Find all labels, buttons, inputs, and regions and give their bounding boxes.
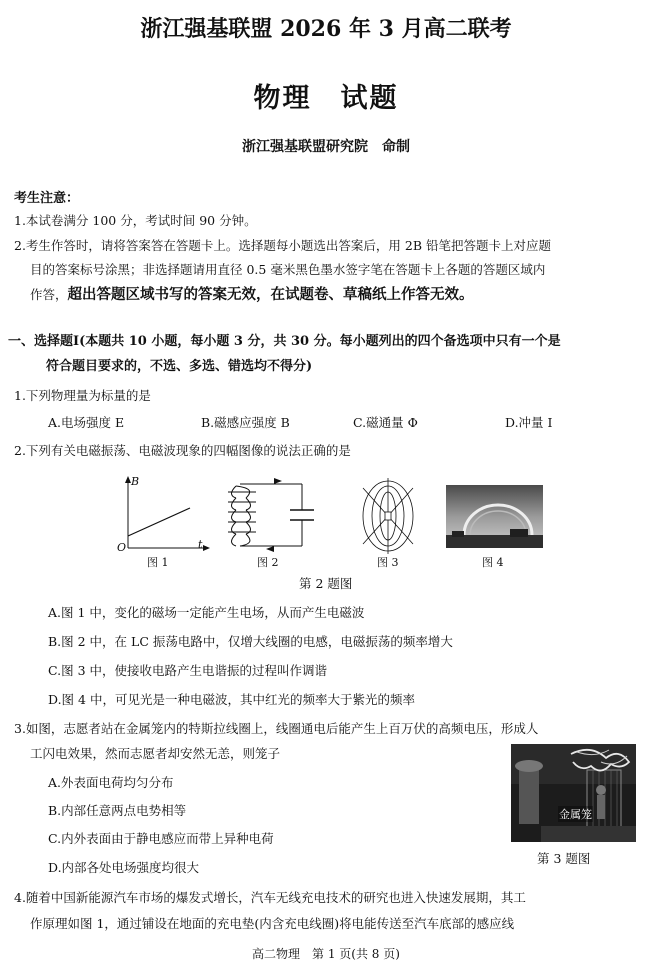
q3-option-d: D.内部各处电场强度均很大 bbox=[48, 860, 200, 875]
notice-item-2-line-3 bbox=[30, 283, 474, 304]
q2-figure-2-label: 图 2 bbox=[257, 556, 279, 569]
exam-title: 浙江强基联盟 2026 年 3 月高二联考 bbox=[140, 16, 512, 42]
notice-item-1: 1.本试卷满分 100 分，考试时间 90 分钟。 bbox=[14, 213, 257, 228]
q1-option-d: D.冲量 I bbox=[505, 415, 553, 430]
q2-option-b: B.图 2 中，在 LC 振荡电路中，仅增大线圈的电感，电磁振荡的频率增大 bbox=[48, 634, 453, 649]
q2-option-c: C.图 3 中，使接收电路产生电谐振的过程叫作调谐 bbox=[48, 663, 327, 678]
section-1-line-1: 一、选择题Ⅰ(本题共 10 小题，每小题 3 分，共 30 分。每小题列出的四个备选项中只有一个是 bbox=[8, 334, 561, 349]
page-footer: 高二物理 第 1 页(共 8 页) bbox=[252, 947, 400, 961]
notice-item-2-prefix: 作答， bbox=[30, 287, 68, 302]
q1-option-b: B.磁感应强度 B bbox=[201, 415, 290, 430]
q2-figure-1-axis-o: O bbox=[117, 541, 127, 554]
q1-option-c: C.磁通量 Φ bbox=[353, 415, 418, 430]
q3-stem-line-1: 3.如图，志愿者站在金属笼内的特斯拉线圈上，线圈通电后能产生上百万伏的高频电压，形成人 bbox=[14, 721, 539, 736]
notice-item-2-emphasis: 超出答题区域书写的答案无效，在试题卷、草稿纸上作答无效。 bbox=[67, 286, 474, 303]
q2-figure-4-label: 图 4 bbox=[482, 556, 504, 569]
exam-subject: 物理 试题 bbox=[253, 83, 399, 114]
q1-stem: 1.下列物理量为标量的是 bbox=[14, 388, 151, 403]
q2-figure-4-rainbow-photo bbox=[446, 485, 543, 548]
q2-figure-1-graph bbox=[112, 474, 212, 556]
q2-figure-1-axis-t: t bbox=[198, 538, 203, 551]
q3-option-c: C.内外表面由于静电感应而带上异种电荷 bbox=[48, 831, 274, 846]
q2-option-a: A.图 1 中，变化的磁场一定能产生电场，从而产生电磁波 bbox=[48, 605, 365, 620]
q3-option-a: A.外表面电荷均匀分布 bbox=[48, 775, 174, 790]
notice-item-2-line-1: 2.考生作答时，请将答案答在答题卡上。选择题每小题选出答案后，用 2B 铅笔把答题卡上对应题 bbox=[14, 238, 552, 253]
q2-figure-3-label: 图 3 bbox=[377, 556, 399, 569]
q4-stem-line-1: 4.随着中国新能源汽车市场的爆发式增长，汽车无线充电技术的研究也进入快速发展期，其工 bbox=[14, 890, 526, 905]
q3-tesla-coil-photo bbox=[511, 744, 636, 842]
notice-item-2-line-2: 目的答案标号涂黑；非选择题请用直径 0.5 毫米黑色墨水签字笔在答题卡上各题的答题区域内 bbox=[30, 262, 546, 277]
section-1-line-2: 符合题目要求的，不选、多选、错选均不得分) bbox=[46, 359, 313, 374]
q3-option-b: B.内部任意两点电势相等 bbox=[48, 803, 187, 818]
q4-stem-line-2: 作原理如图 1，通过铺设在地面的充电垫(内含充电线圈)将电能传送至汽车底部的感应线 bbox=[30, 916, 515, 931]
q2-figure-3-field-lines bbox=[355, 474, 421, 558]
q2-figure-caption: 第 2 题图 bbox=[299, 576, 353, 591]
q3-figure-caption: 第 3 题图 bbox=[537, 851, 591, 866]
q1-option-a: A.电场强度 E bbox=[48, 415, 125, 430]
q2-stem: 2.下列有关电磁振荡、电磁波现象的四幅图像的说法正确的是 bbox=[14, 443, 351, 458]
notice-heading: 考生注意： bbox=[14, 191, 80, 206]
q2-figure-1-axis-b: B bbox=[131, 475, 140, 488]
exam-issuer: 浙江强基联盟研究院 命制 bbox=[242, 139, 410, 155]
q2-figure-2-lc-circuit bbox=[226, 478, 318, 552]
q3-photo-cage-label: 金属笼 bbox=[559, 808, 592, 821]
q2-figure-1-label: 图 1 bbox=[147, 556, 169, 569]
q2-option-d: D.图 4 中，可见光是一种电磁波，其中红光的频率大于紫光的频率 bbox=[48, 692, 415, 707]
q3-stem-line-2: 工闪电效果，然而志愿者却安然无恙，则笼子 bbox=[30, 746, 281, 761]
